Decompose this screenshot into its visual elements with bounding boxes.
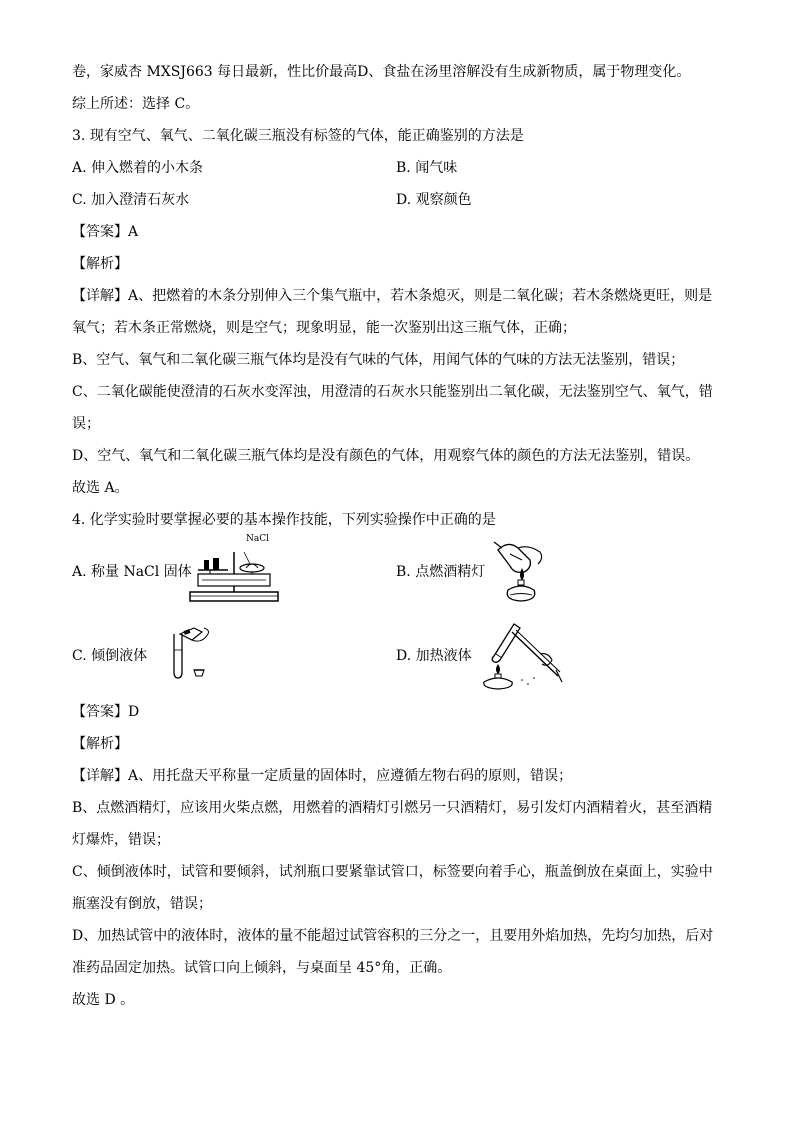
option-4b: B. 点燃酒精灯 <box>396 564 486 580</box>
detail-3-line: 【详解】A、把燃着的木条分别伸入三个集气瓶中，若木条熄灭，则是二氧化碳；若木条燃烧更旺，则是 <box>72 288 713 304</box>
detail-4-line: 准药品固定加热。试管口向上倾斜，与桌面呈 45°角，正确。 <box>72 960 452 976</box>
detail-3-line: 氧气；若木条正常燃烧，则是空气；现象明显，能一次鉴别出这三瓶气体，正确； <box>72 320 576 336</box>
option-4d: D. 加热液体 <box>396 648 472 664</box>
detail-4-line: D、加热试管中的液体时，液体的量不能超过试管容积的三分之一，且要用外焰加热，先均匀加热，后对 <box>72 928 714 944</box>
question-4: 4. 化学实验时要掌握必要的基本操作技能，下列实验操作中正确的是 <box>72 512 496 528</box>
answer-3: 【答案】A <box>72 224 139 240</box>
option-3b: B. 闻气味 <box>396 160 458 176</box>
alcohol-lamp-figure <box>488 538 550 604</box>
detail-4-line: 故选 D 。 <box>72 992 135 1008</box>
text-line: 综上所述：选择 C。 <box>72 96 200 112</box>
detail-3-line: B、空气、氧气和二氧化碳三瓶气体均是没有气味的气体，用闻气体的气味的方法无法鉴别，错误； <box>72 352 685 368</box>
option-4c: C. 倾倒液体 <box>72 648 148 664</box>
detail-3-line: 误； <box>72 416 100 432</box>
detail-3-line: 故选 A。 <box>72 480 129 496</box>
analysis-4-heading: 【解析】 <box>72 736 128 752</box>
heating-figure <box>476 620 566 690</box>
detail-4-line: C、倾倒液体时，试管和要倾斜，试剂瓶口要紧靠试管口，标签要向着手心，瓶盖倒放在桌面上，实验中 <box>72 864 713 880</box>
text-line: 卷，家威杏 MXSJ663 每日最新，性比价最高D、食盐在汤里溶解没有生成新物质，属于物理变化。 <box>72 64 691 80</box>
pouring-figure <box>168 624 214 686</box>
analysis-3-heading: 【解析】 <box>72 256 128 272</box>
question-3: 3. 现有空气、氧气、二氧化碳三瓶没有标签的气体，能正确鉴别的方法是 <box>72 128 524 144</box>
detail-4-line: 灯爆炸，错误； <box>72 832 170 848</box>
option-3d: D. 观察颜色 <box>396 192 472 208</box>
nacl-label: NaCl <box>246 534 270 544</box>
detail-3-line: C、二氧化碳能使澄清的石灰水变浑浊，用澄清的石灰水只能鉴别出二氧化碳，无法鉴别空气、氧气，错 <box>72 384 713 400</box>
option-4a: A. 称量 NaCl 固体 <box>72 564 192 580</box>
answer-4: 【答案】D <box>72 704 140 720</box>
option-3a: A. 伸入燃着的小木条 <box>72 160 204 176</box>
detail-4-line: 【详解】A、用托盘天平称量一定质量的固体时，应遵循左物右码的原则，错误； <box>72 768 573 784</box>
detail-4-line: B、点燃酒精灯，应该用火柴点燃，用燃着的酒精灯引燃另一只酒精灯，易引发灯内酒精着火，甚至酒精 <box>72 800 713 816</box>
option-3c: C. 加入澄清石灰水 <box>72 192 190 208</box>
balance-figure <box>188 534 282 604</box>
detail-4-line: 瓶塞没有倒放，错误； <box>72 896 212 912</box>
detail-3-line: D、空气、氧气和二氧化碳三瓶气体均是没有颜色的气体，用观察气体的颜色的方法无法鉴别，错误。 <box>72 448 700 464</box>
